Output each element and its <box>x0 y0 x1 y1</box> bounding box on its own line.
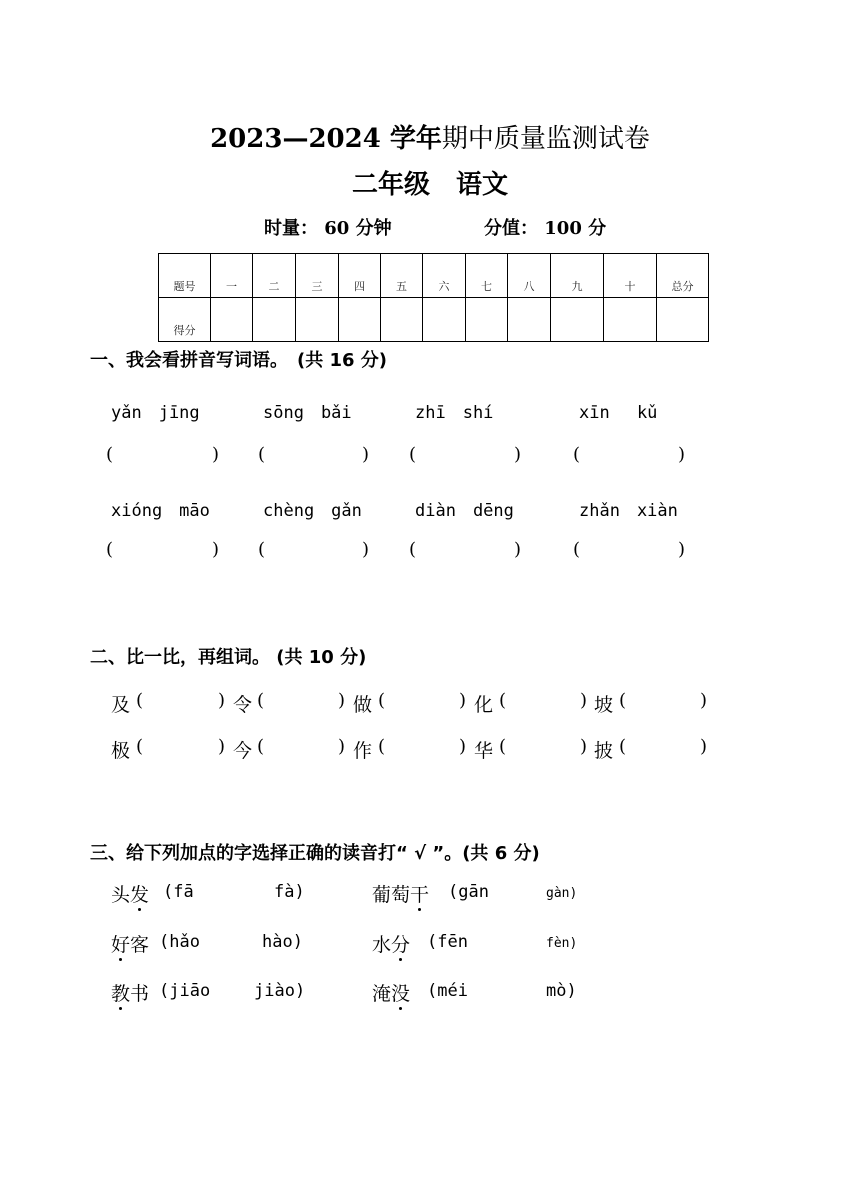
compare-char: 做 <box>353 694 373 716</box>
compare-char: 作 <box>353 740 373 762</box>
score-header-cell: 二 <box>253 254 296 298</box>
answer-paren-close: ) <box>514 539 522 560</box>
pinyin-item: zhī shí <box>415 403 494 423</box>
pinyin-item: xīn kǔ <box>579 403 658 423</box>
score-header-cell: 题号 <box>159 254 211 298</box>
answer-paren-close: ) <box>678 444 686 465</box>
pronunciation-option[interactable]: gàn) <box>546 886 578 901</box>
score-header-cell: 九 <box>551 254 604 298</box>
score-header-cell: 八 <box>508 254 551 298</box>
section-1-heading: 一、我会看拼音写词语。 (共 16 分) <box>90 350 388 371</box>
title-year: 2023—2024 学年 <box>210 124 442 154</box>
answer-paren-close: ) <box>218 690 226 711</box>
answer-paren-close: ) <box>580 690 588 711</box>
pronunciation-word <box>372 979 410 1006</box>
score-cell[interactable] <box>381 298 423 342</box>
answer-paren-open: ( <box>573 539 581 560</box>
answer-paren-open: ( <box>409 539 417 560</box>
answer-paren-open: ( <box>258 539 266 560</box>
pronunciation-word <box>111 979 149 1006</box>
answer-paren-close: ) <box>212 444 220 465</box>
score-header-cell: 五 <box>381 254 423 298</box>
score-cell[interactable] <box>551 298 604 342</box>
word-pre: 淹 <box>372 983 392 1005</box>
score-table-score-row <box>159 298 709 342</box>
pronunciation-option[interactable]: (jiāo <box>159 981 211 1001</box>
compare-char: 令 <box>233 694 253 716</box>
answer-paren-open: ( <box>378 690 386 711</box>
score-table <box>158 253 709 342</box>
answer-paren-close: ) <box>338 736 346 757</box>
pronunciation-option[interactable]: (méi <box>427 981 468 1001</box>
section-3-heading: 三、给下列加点的字选择正确的读音打“ √ ”。(共 6 分) <box>90 843 540 864</box>
exam-subtitle: 二年级 语文 <box>351 170 508 200</box>
score-cell[interactable] <box>296 298 339 342</box>
answer-paren-close: ) <box>212 539 220 560</box>
score-header-cell: 十 <box>604 254 657 298</box>
score-header-cell: 七 <box>466 254 508 298</box>
answer-paren-open: ( <box>378 736 386 757</box>
answer-paren-open: ( <box>573 444 581 465</box>
answer-paren-close: ) <box>459 736 467 757</box>
pronunciation-word <box>372 880 429 907</box>
compare-char: 华 <box>474 740 494 762</box>
score-cell[interactable] <box>423 298 466 342</box>
pronunciation-option[interactable]: hào) <box>262 932 303 952</box>
score-header-cell: 六 <box>423 254 466 298</box>
answer-paren-open: ( <box>106 444 114 465</box>
answer-paren-close: ) <box>338 690 346 711</box>
score-header-cell: 总分 <box>657 254 709 298</box>
pronunciation-option[interactable]: mò) <box>546 981 577 1001</box>
score-header-cell: 三 <box>296 254 339 298</box>
pronunciation-option[interactable]: (fā <box>163 882 194 902</box>
word-pre: 水 <box>372 934 392 956</box>
word-post: 客 <box>130 934 150 956</box>
dotted-char: 发 <box>130 880 149 907</box>
pronunciation-option[interactable]: (gān <box>448 882 489 902</box>
exam-score: 分值： 100 分 <box>484 218 607 239</box>
answer-paren-close: ) <box>678 539 686 560</box>
section-2-heading: 二、比一比，再组词。 (共 10 分) <box>90 647 367 668</box>
pronunciation-option[interactable]: (hǎo <box>159 932 200 952</box>
pinyin-item: yǎn jīng <box>111 403 200 423</box>
pinyin-item: xióng māo <box>111 501 210 521</box>
answer-paren-close: ) <box>459 690 467 711</box>
score-cell[interactable] <box>253 298 296 342</box>
pronunciation-option[interactable]: fà) <box>274 882 305 902</box>
dotted-char: 教 <box>111 979 130 1006</box>
pronunciation-word <box>372 930 410 957</box>
score-cell[interactable] <box>339 298 381 342</box>
title-name: 期中质量监测试卷 <box>441 124 650 154</box>
compare-char: 坡 <box>594 694 614 716</box>
pronunciation-word <box>111 930 149 957</box>
answer-paren-close: ) <box>580 736 588 757</box>
score-cell[interactable] <box>211 298 253 342</box>
answer-paren-close: ) <box>218 736 226 757</box>
word-pre: 头 <box>111 884 131 906</box>
answer-paren-open: ( <box>619 690 627 711</box>
answer-paren-open: ( <box>106 539 114 560</box>
answer-paren-close: ) <box>362 539 370 560</box>
answer-paren-open: ( <box>258 444 266 465</box>
compare-char: 今 <box>233 740 253 762</box>
compare-char: 化 <box>474 694 494 716</box>
score-cell[interactable] <box>657 298 709 342</box>
answer-paren-close: ) <box>362 444 370 465</box>
score-cell[interactable] <box>508 298 551 342</box>
score-header-cell: 四 <box>339 254 381 298</box>
word-pre: 葡萄 <box>372 884 411 906</box>
answer-paren-close: ) <box>700 690 708 711</box>
score-cell[interactable] <box>466 298 508 342</box>
answer-paren-close: ) <box>700 736 708 757</box>
pinyin-item: diàn dēng <box>415 501 514 521</box>
compare-char: 披 <box>594 740 614 762</box>
answer-paren-open: ( <box>257 690 265 711</box>
answer-paren-open: ( <box>499 736 507 757</box>
dotted-char: 干 <box>410 880 429 907</box>
dotted-char: 没 <box>391 979 410 1006</box>
dotted-char: 好 <box>111 930 130 957</box>
word-post: 书 <box>130 983 150 1005</box>
dotted-char: 分 <box>391 930 410 957</box>
pinyin-item: sōng bǎi <box>263 403 352 423</box>
answer-paren-open: ( <box>499 690 507 711</box>
pronunciation-option[interactable]: fèn) <box>546 936 578 951</box>
pinyin-item: zhǎn xiàn <box>579 501 678 521</box>
answer-paren-open: ( <box>619 736 627 757</box>
answer-paren-open: ( <box>409 444 417 465</box>
compare-char: 极 <box>111 740 131 762</box>
pronunciation-option[interactable]: jiào) <box>254 981 306 1001</box>
exam-time: 时量： 60 分钟 <box>264 218 392 239</box>
answer-paren-open: ( <box>136 690 144 711</box>
exam-title <box>0 118 860 155</box>
answer-paren-open: ( <box>257 736 265 757</box>
score-row-label: 得分 <box>159 298 211 342</box>
pronunciation-option[interactable]: (fēn <box>427 932 468 952</box>
answer-paren-close: ) <box>514 444 522 465</box>
compare-char: 及 <box>111 694 131 716</box>
score-cell[interactable] <box>604 298 657 342</box>
pinyin-item: chèng gǎn <box>263 501 362 521</box>
pronunciation-word <box>111 880 149 907</box>
score-header-cell: 一 <box>211 254 253 298</box>
answer-paren-open: ( <box>136 736 144 757</box>
score-table-header-row <box>159 254 709 298</box>
